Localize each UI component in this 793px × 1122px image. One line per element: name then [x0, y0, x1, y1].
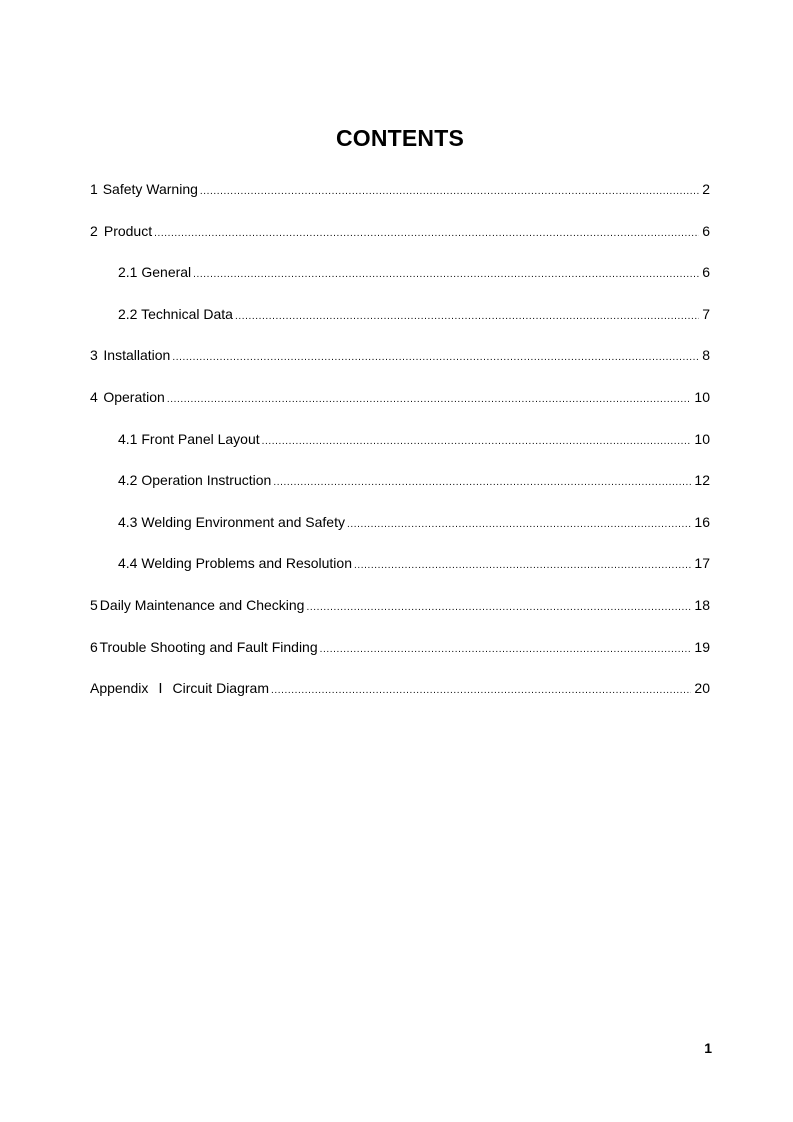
- toc-entry-label: Operation: [103, 388, 165, 405]
- toc-entry-number: 5: [90, 596, 98, 613]
- page-number: 1: [704, 1040, 712, 1056]
- toc-entry-page: 20: [694, 680, 710, 697]
- toc-entry-page: 2: [702, 181, 710, 197]
- toc-entry-label: Installation: [103, 347, 171, 364]
- toc-entry-label: 4.2 Operation Instruction: [118, 472, 272, 489]
- toc-entry-welding-environment[interactable]: [90, 509, 710, 551]
- appendix-roman-numeral: Ⅰ: [158, 680, 163, 697]
- page-title: CONTENTS: [335, 125, 465, 151]
- toc-entry-label: 4.3 Welding Environment and Safety: [118, 513, 345, 530]
- toc-entry-welding-problems[interactable]: [90, 550, 710, 592]
- dot-leader: [172, 345, 699, 371]
- toc-entry-label: 4.1 Front Panel Layout: [118, 430, 260, 447]
- dot-leader: [306, 595, 691, 621]
- toc-entry-page: 19: [694, 638, 710, 655]
- toc-entry-label: Trouble Shooting and Fault Finding: [99, 638, 318, 655]
- toc-entry-technical-data[interactable]: [90, 301, 710, 343]
- dot-leader: [354, 553, 691, 579]
- toc-entry-safety-warning[interactable]: [90, 176, 710, 218]
- appendix-title: Circuit Diagram: [172, 680, 269, 697]
- appendix-label: Appendix: [90, 680, 149, 697]
- toc-entry-page: 17: [694, 555, 710, 572]
- dot-leader: [320, 637, 692, 663]
- toc-entry-label: [90, 675, 269, 701]
- toc-entry-label: 2.2 Technical Data: [118, 305, 233, 322]
- toc-entry-page: 10: [694, 388, 710, 405]
- toc-entry-page: 18: [694, 596, 710, 613]
- toc-entry-front-panel-layout[interactable]: [90, 426, 710, 468]
- toc-entry-number: 1: [90, 181, 98, 197]
- toc-entry-trouble-shooting[interactable]: [90, 634, 710, 676]
- dot-leader: [235, 304, 699, 330]
- toc-entry-label: Product: [103, 222, 153, 239]
- toc-entry-number: 3: [90, 347, 98, 364]
- toc-entry-page: 12: [694, 472, 710, 489]
- dot-leader: [273, 470, 691, 496]
- toc-entry-page: 7: [702, 305, 710, 322]
- dot-leader: [193, 262, 699, 288]
- toc-entry-operation[interactable]: [90, 384, 710, 426]
- toc-entry-product[interactable]: [90, 218, 710, 260]
- toc-entry-page: 8: [702, 347, 710, 364]
- toc-entry-page: 6: [702, 264, 710, 281]
- toc-entry-label: 2.1 General: [118, 264, 192, 281]
- dot-leader: [154, 221, 699, 247]
- toc-entry-page: 10: [694, 430, 710, 447]
- toc-entry-label: 4.4 Welding Problems and Resolution: [118, 555, 352, 572]
- toc-entry-page: 6: [702, 222, 710, 239]
- toc-entry-operation-instruction[interactable]: [90, 467, 710, 509]
- dot-leader: [200, 179, 699, 205]
- table-of-contents: [90, 176, 710, 717]
- dot-leader: [167, 387, 692, 413]
- dot-leader: [262, 429, 692, 455]
- dot-leader: [271, 678, 691, 704]
- toc-entry-general[interactable]: [90, 259, 710, 301]
- toc-entry-number: 2: [90, 222, 98, 239]
- toc-entry-daily-maintenance[interactable]: [90, 592, 710, 634]
- dot-leader: [347, 512, 691, 538]
- toc-entry-label: Safety Warning: [102, 181, 198, 197]
- toc-entry-installation[interactable]: [90, 342, 710, 384]
- toc-entry-label: Daily Maintenance and Checking: [99, 596, 305, 613]
- toc-entry-number: 4: [90, 388, 98, 405]
- toc-entry-page: 16: [694, 513, 710, 530]
- toc-entry-appendix[interactable]: [90, 675, 710, 717]
- toc-entry-number: 6: [90, 638, 98, 655]
